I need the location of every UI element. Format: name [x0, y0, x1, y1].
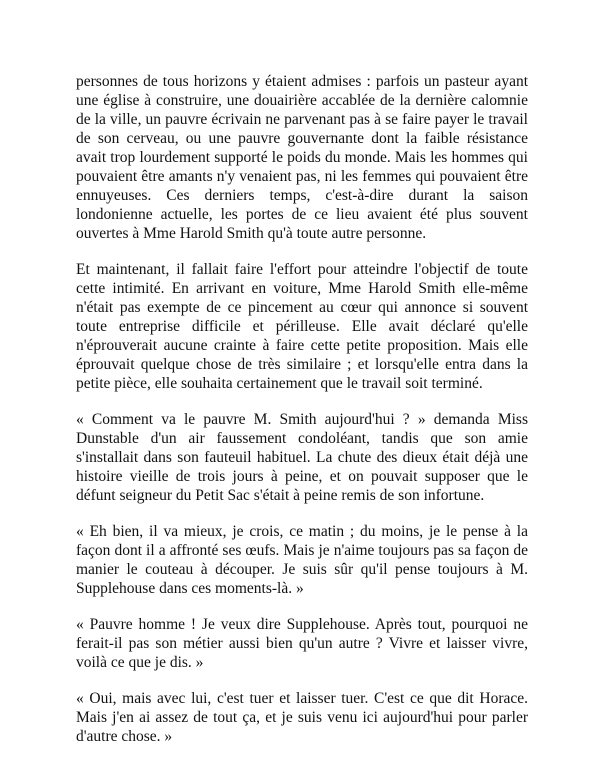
paragraph-5: « Pauvre homme ! Je veux dire Supplehouse. Après tout, pourquoi ne ferait-il pas son métier aussi bien qu'un autre ? Vivre et laisser vivre, voilà ce que je dis. » — [76, 616, 528, 671]
paragraph-3: « Comment va le pauvre M. Smith aujourd'hui ? » demanda Miss Dunstable d'un air faussement condoléant, tandis que son amie s'installait dans son fauteuil habituel. La chute des dieux était déjà une histoire vieille de trois jours à peine, et on pouvait supposer que le défunt seigneur du Petit Sac s'était à peine remis de son infortune. — [76, 411, 528, 504]
paragraph-4: « Eh bien, il va mieux, je crois, ce matin ; du moins, je le pense à la façon dont il a affronté ses œufs. Mais je n'aime toujours pas sa façon de manier le couteau à découper. Je suis sûr qu'il pense toujours à M. Supplehouse dans ces moments-là. » — [76, 523, 528, 597]
document-page — [76, 72, 528, 763]
paragraph-2: Et maintenant, il fallait faire l'effort pour atteindre l'objectif de toute cette intimité. En arrivant en voiture, Mme Harold Smith elle-même n'était pas exempte de ce pincement au cœur qui annonce si souvent toute entreprise difficile et périlleuse. Elle avait déclaré qu'elle n'éprouverait aucune crainte à faire cette petite proposition. Mais elle éprouvait quelque chose de très similaire ; et lorsqu'elle entra dans la petite pièce, elle souhaita certainement que le travail soit terminé. — [76, 261, 528, 392]
paragraph-1: personnes de tous horizons y étaient admises : parfois un pasteur ayant une église à construire, une douairière accablée de la dernière calomnie de la ville, un pauvre écrivain ne parvenant pas à se faire payer le travail de son cerveau, ou une pauvre gouvernante dont la faible résistance avait trop lourdement supporté le poids du monde. Mais les hommes qui pouvaient être amants n'y venaient pas, ni les femmes qui pouvaient être ennuyeuses. Ces derniers temps, c'est-à-dire durant la saison londonienne actuelle, les portes de ce lieu avaient été plus souvent ouvertes à Mme Harold Smith qu'à toute autre personne. — [76, 73, 528, 242]
paragraph-6: « Oui, mais avec lui, c'est tuer et laisser tuer. C'est ce que dit Horace. Mais j'en ai assez de tout ça, et je suis venu ici aujourd'hui pour parler d'autre chose. » — [76, 690, 528, 745]
